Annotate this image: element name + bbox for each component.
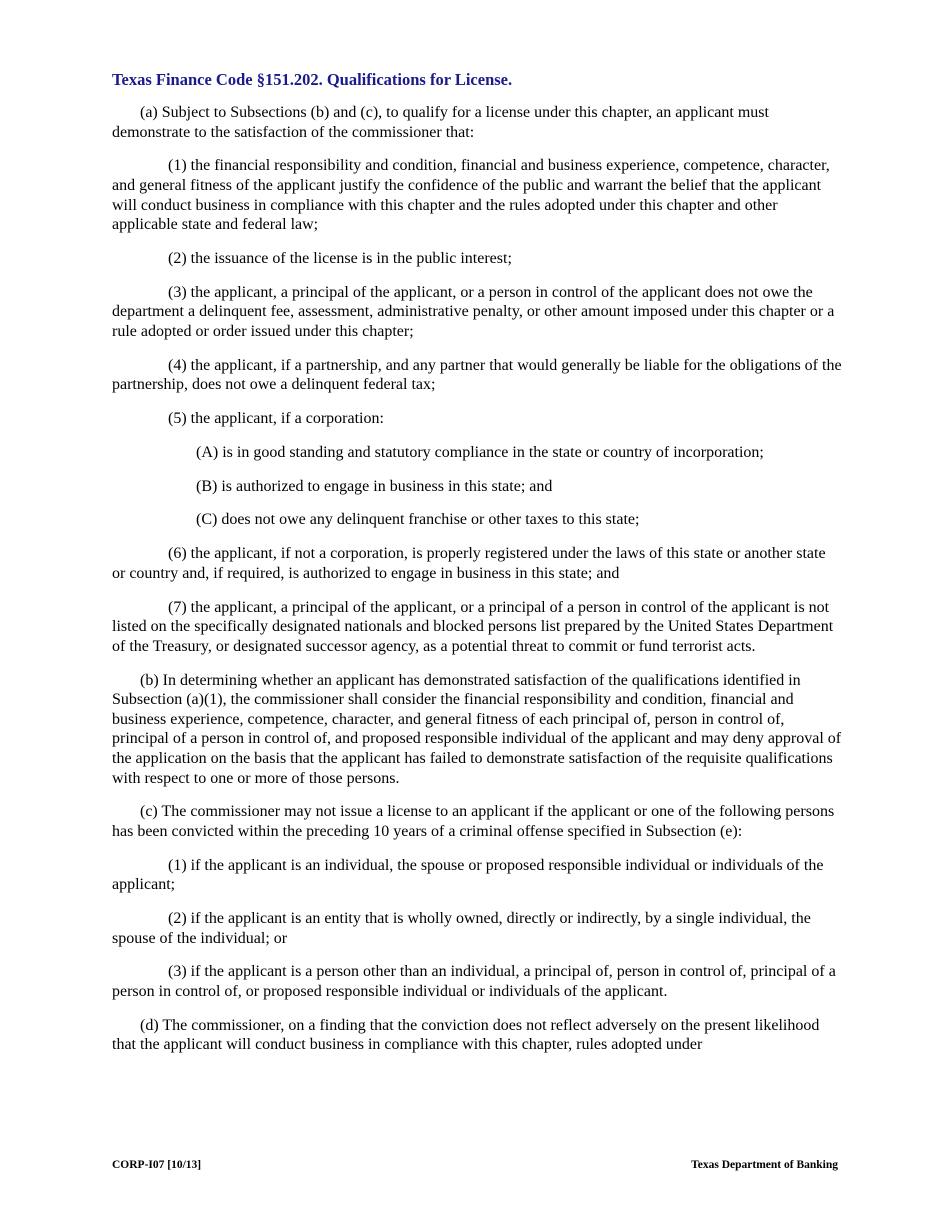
item-c-2: (2) if the applicant is an entity that is wholly owned, directly or indirectly, by a single individual, the spouse of the individual; or bbox=[112, 910, 811, 947]
document-title: Texas Finance Code §151.202. Qualifications for License. bbox=[112, 70, 513, 89]
item-a-7: (7) the applicant, a principal of the applicant, or a principal of a person in control of the applicant is not listed on the specifically designated nationals and blocked persons list prepared by the United States Department of the Treasury, or designated successor agency, as a potential threat to commit or fund terrorist acts. bbox=[112, 598, 834, 655]
item-a-5-C: (C) does not owe any delinquent franchise or other taxes to this state; bbox=[196, 511, 640, 529]
item-a-3: (3) the applicant, a principal of the applicant, or a person in control of the applicant does not owe the department a delinquent fee, assessment, administrative penalty, or other amount imposed under this chapter or a rule adopted or order issued under this chapter; bbox=[112, 283, 835, 340]
item-a-6: (6) the applicant, if not a corporation, is properly registered under the laws of this state or another state or country and, if required, is authorized to engage in business in this state; and bbox=[112, 545, 826, 582]
item-a-4: (4) the applicant, if a partnership, and any partner that would generally be liable for the obligations of the partnership, does not owe a delinquent federal tax; bbox=[112, 356, 842, 394]
item-a-2: (2) the issuance of the license is in the public interest; bbox=[168, 249, 512, 267]
item-a-5: (5) the applicant, if a corporation: bbox=[168, 410, 384, 428]
footer-form-id: CORP-I07 [10/13] bbox=[112, 1159, 202, 1171]
item-a-5-B: (B) is authorized to engage in business in this state; and bbox=[196, 477, 553, 495]
item-c-3: (3) if the applicant is a person other than an individual, a principal of, person in control of, principal of a person in control of, or proposed responsible individual or individuals of the applicant. bbox=[112, 963, 836, 1000]
subsection-a: (a) Subject to Subsections (b) and (c), to qualify for a license under this chapter, an applicant must demonstrate to the satisfaction of the commissioner that: bbox=[112, 104, 769, 141]
footer-agency: Texas Department of Banking bbox=[691, 1159, 838, 1171]
item-a-1: (1) the financial responsibility and condition, financial and business experience, competence, character, and general fitness of the applicant justify the confidence of the public and warrant the belief that the applicant will conduct business in compliance with this chapter and the rules adopted under this chapter and other applicable state and federal law; bbox=[112, 157, 830, 234]
subsection-c: (c) The commissioner may not issue a license to an applicant if the applicant or one of the following persons has been convicted within the preceding 10 years of a criminal offense specified in Subsection (e): bbox=[112, 803, 835, 840]
item-a-5-A: (A) is in good standing and statutory compliance in the state or country of incorporation; bbox=[196, 443, 764, 461]
subsection-b: (b) In determining whether an applicant has demonstrated satisfaction of the qualifications identified in Subsection (a)(1), the commissioner shall consider the financial responsibility and condition, financial and business experience, competence, character, and general fitness of each principal of, person in control of, principal of a person in control of, and proposed responsible individual of the applicant and may deny approval of the application on the basis that the applicant has failed to demonstrate satisfaction of the requisite qualifications with respect to one or more of those persons. bbox=[112, 671, 842, 787]
document-body bbox=[112, 103, 842, 1069]
subsection-d: (d) The commissioner, on a finding that the conviction does not reflect adversely on the present likelihood that the applicant will conduct business in compliance with this chapter, rules adopted under bbox=[112, 1016, 820, 1054]
item-c-1: (1) if the applicant is an individual, the spouse or proposed responsible individual or individuals of the applicant; bbox=[112, 856, 824, 894]
